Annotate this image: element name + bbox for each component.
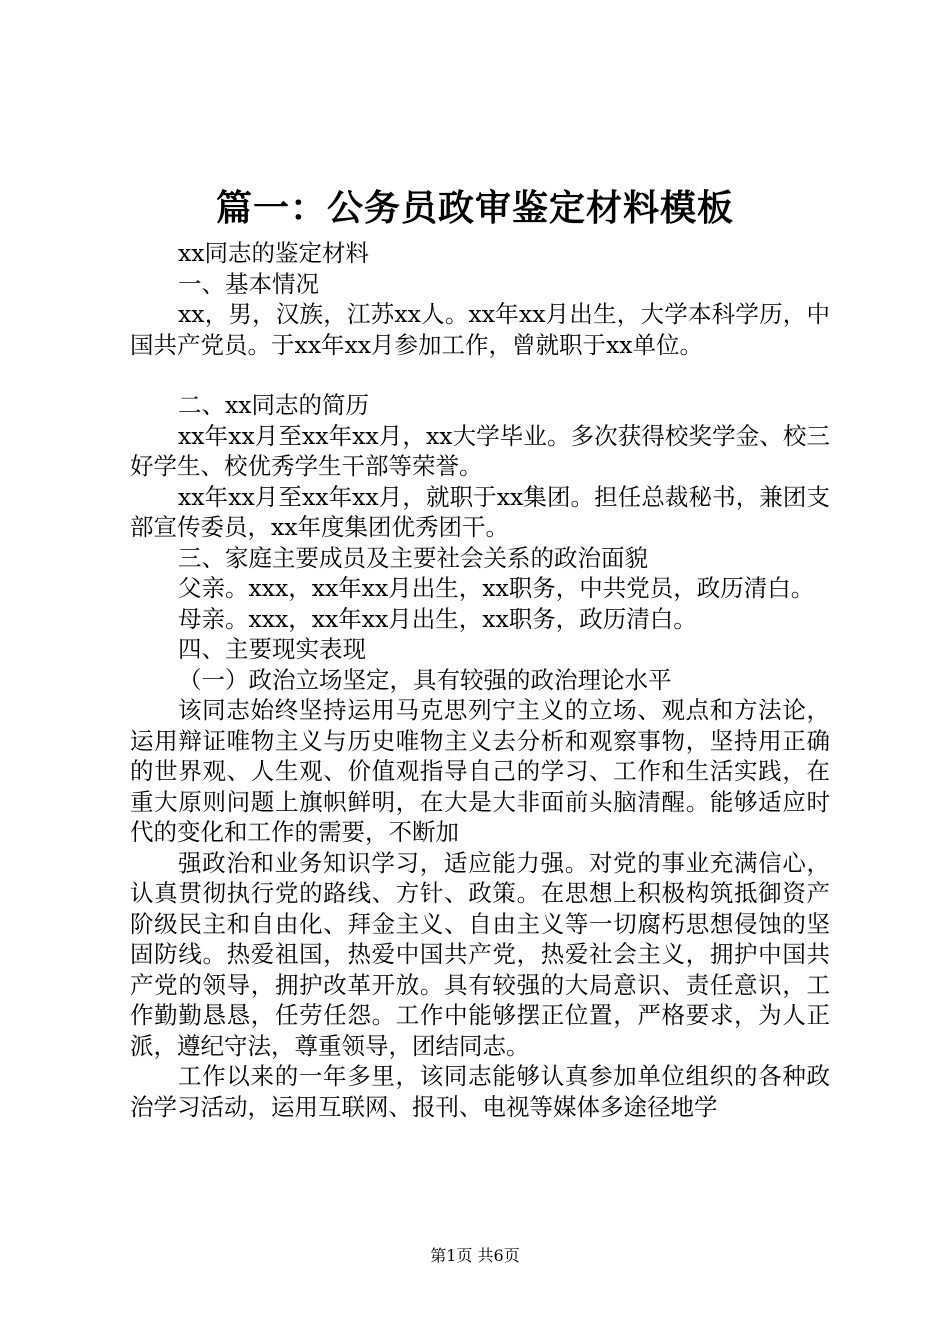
paragraph-section-family: 三、家庭主要成员及主要社会关系的政治面貌: [178, 543, 648, 572]
paragraph-section-performance: 四、主要现实表现: [178, 635, 366, 663]
paragraph-subsection-political: （一）政治立场坚定，具有较强的政治理论水平: [178, 665, 672, 694]
paragraph-material-heading: xx同志的鉴定材料: [178, 239, 370, 267]
paragraph-political-1: 该同志始终坚持运用马克思列宁主义的立场、观点和方法论，运用辩证唯物主义与历史唯物主义去分析和观察事物，坚持用正确的世界观、人生观、价值观指导自己的学习、工作和生活实践，在重大原则问题上旗帜鲜明，在大是大非面前头脑清醒。能够适应时代的变化和工作的需要，不断加: [130, 696, 830, 846]
paragraph-basic-info: xx，男，汉族，江苏xx人。xx年xx月出生，大学本科学历，中国共产党员。于xx年xx月参加工作，曾就职于xx单位。: [130, 300, 830, 359]
paragraph-resume-university: xx年xx月至xx年xx月，xx大学毕业。多次获得校奖学金、校三好学生、校优秀学生干部等荣誉。: [130, 421, 830, 480]
paragraph-resume-job: xx年xx月至xx年xx月，就职于xx集团。担任总裁秘书，兼团支部宣传委员，xx年度集团优秀团干。: [130, 482, 830, 541]
document-body: [130, 238, 830, 1122]
document-title: 篇一：公务员政审鉴定材料模板: [215, 187, 734, 229]
paragraph-political-3: 工作以来的一年多里，该同志能够认真参加单位组织的各种政治学习活动，运用互联网、报刊、电视等媒体多途径地学: [130, 1062, 830, 1121]
paragraph-section-resume: 二、xx同志的简历: [178, 391, 370, 419]
paragraph-section-basic: 一、基本情况: [178, 269, 319, 298]
page-number-footer: 第1页 共6页: [430, 1246, 520, 1265]
paragraph-political-2: 强政治和业务知识学习，适应能力强。对党的事业充满信心，认真贯彻执行党的路线、方针、政策。在思想上积极构筑抵御资产阶级民主和自由化、拜金主义、自由主义等一切腐朽思想侵蚀的坚固防线。热爱祖国，热爱中国共产党，热爱社会主义，拥护中国共产党的领导，拥护改革开放。具有较强的大局意识、责任意识，工作勤勤恳恳，任劳任怨。工作中能够摆正位置，严格要求，为人正派，遵纪守法，尊重领导，团结同志。: [130, 848, 830, 1060]
paragraph-family-father: 父亲。xxx，xx年xx月出生，xx职务，中共党员，政历清白。: [178, 574, 815, 602]
paragraph-family-mother: 母亲。xxx，xx年xx月出生，xx职务，政历清白。: [178, 604, 697, 633]
